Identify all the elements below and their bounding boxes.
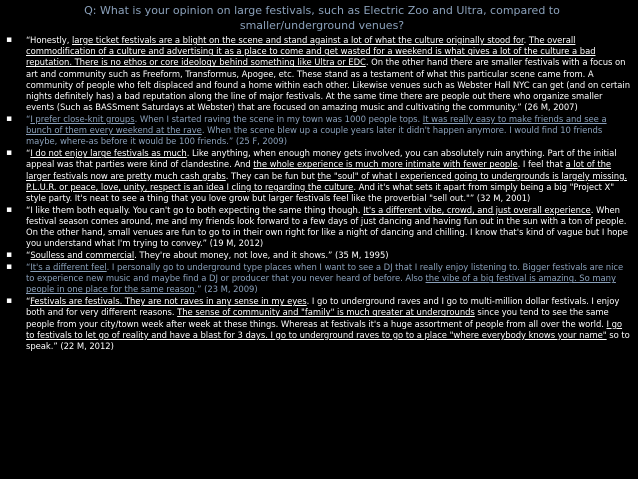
quote-item: [4, 205, 630, 250]
quote-item: [4, 262, 630, 296]
quote-item: [4, 114, 630, 148]
slide-title: Q: What is your opinion on large festivals, such as Electric Zoo and Ultra, compared to smaller/underground venues?: [84, 4, 560, 32]
quote-highlight: It's a different vibe, crowd, and just overall experience: [363, 204, 591, 215]
quote-highlight: large ticket festivals are a blight on the scene and stand against a lot of what the culture originally stood for: [72, 35, 524, 45]
quote-highlight: The sense of community and "family" is much greater at undergrounds: [177, 307, 475, 318]
quote-text: .” (23 M, 2009): [194, 284, 258, 295]
quote-text: “I like them both equally. You can't go to both expecting the same thing though.: [26, 204, 364, 215]
quote-text: “: [26, 250, 31, 261]
quote-text: . I personally go to underground type places when I want to see a DJ that I really enjoy listening to. Bigger festivals are nice to experience new music and maybe find a DJ or producer that you never heard of before. Also: [26, 262, 624, 284]
quote-text: “: [26, 296, 31, 307]
quote-text: “: [26, 114, 31, 125]
quote-item: [4, 296, 630, 352]
quote-item: [4, 250, 630, 261]
quote-highlight: It's a different feel: [30, 262, 107, 273]
quote-highlight: the whole experience is much more intimate with fewer people: [253, 159, 518, 170]
quote-text: . When the scene blew up a couple years later it didn't happen anymore. I would find 10 friends maybe, where-as before it would be 100 friends.” (25 F, 2009): [26, 125, 603, 147]
quote-text: . On the other hand there are smaller festivals with a focus on art and community such as Freeform, Transformus, Apogee, etc. These stand as a testament of what this particular scene came from. A community of people who felt displaced and found a home within each other. Likewise venues such as Webster Hall NYC can get (and on certain nights definitely has) a bad reputation along the line of major festivals. At the same time there are people out there who organize smaller events (Such as BASSment Saturdays at Webster) that are focused on amazing music and cultivating the community.” (26 M, 2007): [26, 57, 631, 113]
quote-text: “: [26, 148, 31, 159]
quote-text: . And it's what sets it apart from simply being a big "Project X" style party. It's neat to see a thing that you love grow but larger festivals feel like the proverbial "sell out."” (32 M, 2001): [26, 181, 615, 204]
quote-text: “: [26, 262, 31, 273]
quote-item: [4, 35, 630, 113]
quote-text: since you tend to see the same people from your city/town week after week at these things. Whereas at festivals it's a huge assortment of people from all over the world.: [26, 307, 609, 329]
quote-highlight: the vibe of a big festival is amazing. So many people in one place for the same reason: [26, 273, 616, 295]
quote-text: . When festival season comes around, me and my friends look forward to a few days of just dancing and having fun out in the sun with a ton of people. On the other hand, small venues are fun to go to in their own right for like a night of dancing and chilling. I know that's kind of vague but I hope you understand what I'm trying to convey.” (19 M, 2012): [26, 204, 628, 249]
quote-text: . They're about money, not love, and it shows.” (35 M, 1995): [134, 250, 389, 261]
quote-list: [4, 35, 630, 352]
quote-text: .: [523, 35, 529, 45]
quote-highlight: Festivals are festivals. They are not raves in any sense in my eyes: [30, 296, 307, 307]
quote-text: “Honestly,: [26, 35, 73, 45]
quote-text: . When I started raving the scene in my town was 1000 people tops.: [134, 114, 423, 125]
quote-highlight: The overall commodification of a culture and advertising it as a place to come and get wasted for a weekend is what gives a lot of the culture a bad reputation. There is no ethos or core ideology behind something like Ultra or EDC: [26, 35, 596, 68]
quote-highlight: I do not enjoy large festivals as much: [30, 148, 187, 159]
quote-text: . I go to underground raves and I go to multi-million dollar festivals. I enjoy both and for very different reasons.: [26, 296, 620, 318]
quote-highlight: the "soul" of what I experienced going to undergrounds is largely missing. P.L.U.R. or peace, love, unity, respect is an idea I cling to regarding the culture: [26, 170, 628, 192]
quote-highlight: a lot of the larger festivals now are pretty much cash grabs: [26, 159, 612, 181]
quote-item: [4, 148, 630, 204]
quote-highlight: Soulless and commercial: [30, 250, 135, 261]
quote-highlight: I prefer close-knit groups: [30, 114, 135, 125]
quote-highlight: It was really easy to make friends and see a bunch of them every weekend at the rave: [26, 114, 607, 136]
quote-text: . I feel that: [517, 159, 566, 170]
quote-text: . Like anything, when enough money gets involved, you can absolutely ruin anything. Part of the initial appeal was that parties were kind of clandestine. And: [26, 148, 617, 170]
quote-text: . They can be fun but: [225, 170, 318, 181]
quote-highlight: I go to festivals to let go of reality and have a blast for 3 days. I go to underground raves to go to a place "where everybody knows your name": [26, 318, 623, 340]
quote-text: so to speak.” (22 M, 2012): [26, 329, 630, 352]
